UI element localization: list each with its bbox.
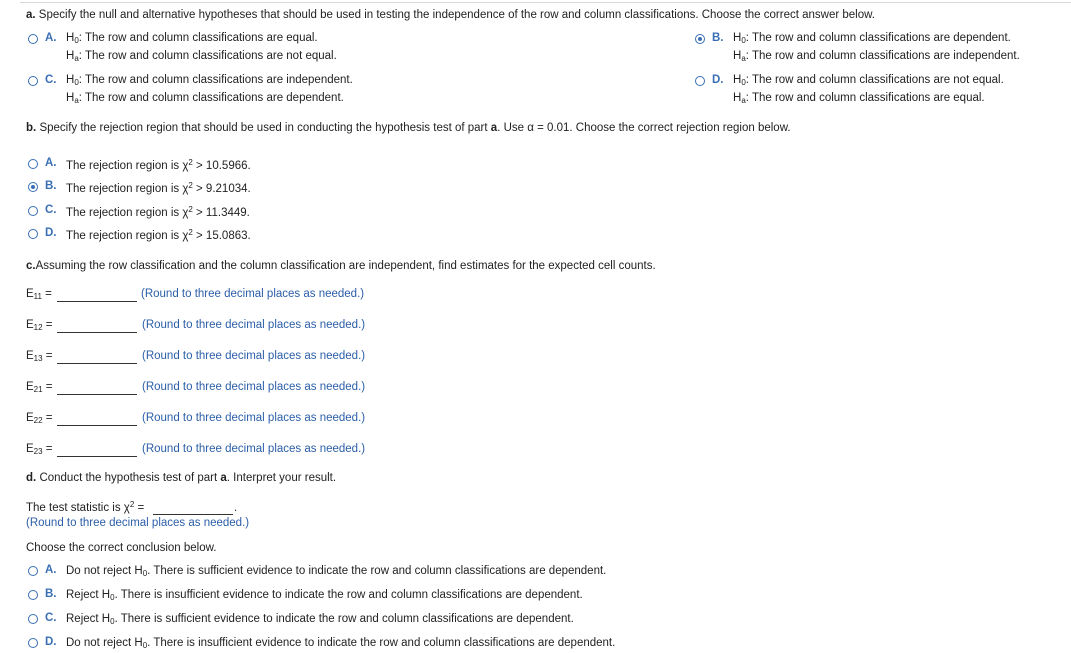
ha-symbol: H bbox=[66, 50, 75, 62]
h0-subscript: 0 bbox=[741, 78, 746, 87]
part-d-option-d-text[interactable]: Do not reject $H_0$. There is insufficient evidence to indicate the row and column classifications are dependent. bbox=[66, 637, 616, 650]
rejection-prefix: The rejection region is χ bbox=[66, 160, 189, 172]
part-a-option-c-letter[interactable]: C. bbox=[45, 74, 57, 86]
rejection-prefix: The rejection region is χ bbox=[66, 207, 189, 219]
ha-subscript: a bbox=[741, 54, 746, 63]
part-c-text: Assuming the row classification and the column classification are independent, find estimates for the expected cell counts. bbox=[35, 260, 656, 272]
part-b-option-a-radio[interactable] bbox=[28, 159, 38, 169]
cell-e22-label: $E_{22}$ = bbox=[26, 412, 53, 425]
part-d-text-bold: a bbox=[220, 472, 227, 484]
cell-e13-input[interactable] bbox=[57, 363, 137, 364]
ha-symbol: H bbox=[66, 92, 75, 104]
h0-symbol: H bbox=[66, 32, 75, 44]
part-a-option-c-ha-text: : The row and column classifications are dependent. bbox=[78, 92, 344, 104]
cell-e12-label: $E_{12}$ = bbox=[26, 319, 53, 332]
cell-e21-label: $E_{21}$ = bbox=[26, 381, 53, 394]
part-a-option-c-radio[interactable] bbox=[28, 76, 38, 86]
part-a-option-d-ha[interactable] bbox=[733, 92, 985, 105]
cell-e11-input[interactable] bbox=[57, 301, 137, 302]
cell-e21-hint: (Round to three decimal places as needed.) bbox=[142, 381, 366, 393]
cell-e22-input[interactable] bbox=[57, 425, 137, 426]
cell-e23-hint: (Round to three decimal places as needed.) bbox=[142, 443, 366, 455]
part-d-option-b-radio[interactable] bbox=[28, 590, 38, 600]
chi-sup: 2 bbox=[188, 181, 193, 190]
part-d-text-post: . Interpret your result. bbox=[226, 472, 337, 484]
part-a-option-a-letter[interactable]: A. bbox=[45, 32, 57, 44]
cell-e12-hint: (Round to three decimal places as needed.) bbox=[142, 319, 366, 331]
test-statistic-input[interactable] bbox=[153, 514, 233, 515]
test-statistic-hint: (Round to three decimal places as needed.) bbox=[26, 517, 250, 529]
ha-subscript: a bbox=[741, 96, 746, 105]
part-d-option-d-radio[interactable] bbox=[28, 638, 38, 648]
ha-subscript: a bbox=[74, 54, 79, 63]
part-b-option-c-value: > 11.3449. bbox=[192, 207, 250, 219]
cell-e23-input[interactable] bbox=[57, 456, 137, 457]
part-b-option-d-value: > 15.0863. bbox=[192, 230, 251, 242]
cell-e11-hint: (Round to three decimal places as needed.) bbox=[141, 288, 365, 300]
part-b-option-a-letter[interactable]: A. bbox=[45, 157, 57, 169]
part-a-option-a-ha-text: : The row and column classifications are not equal. bbox=[78, 50, 337, 62]
part-a-text: Specify the null and alternative hypotheses that should be used in testing the independence of the row and column classifications. Choose the correct answer below. bbox=[38, 9, 875, 21]
part-a-option-b-letter[interactable]: B. bbox=[712, 32, 724, 44]
part-b-option-b-radio[interactable] bbox=[28, 182, 38, 192]
part-b-option-b-text[interactable] bbox=[66, 181, 251, 195]
part-b-option-c-text[interactable] bbox=[66, 205, 250, 219]
part-b-text-post: . Use α = 0.01. Choose the correct rejection region below. bbox=[497, 122, 791, 134]
part-d-option-c-letter[interactable]: C. bbox=[45, 612, 57, 624]
h0-symbol: H bbox=[66, 74, 75, 86]
part-b-option-d-text[interactable] bbox=[66, 228, 251, 242]
part-b-label: b. bbox=[26, 122, 37, 134]
part-b-option-a-value: > 10.5966. bbox=[192, 160, 251, 172]
cell-e22-hint: (Round to three decimal places as needed.) bbox=[142, 412, 366, 424]
part-b-option-d-letter[interactable]: D. bbox=[45, 227, 57, 239]
h0-subscript: 0 bbox=[741, 36, 746, 45]
part-d-option-a-letter[interactable]: A. bbox=[45, 564, 57, 576]
part-d-label: d. bbox=[26, 472, 37, 484]
part-a-option-a-h0-text: : The row and column classifications are equal. bbox=[78, 32, 318, 44]
part-a-option-d-radio[interactable] bbox=[695, 76, 705, 86]
part-a-option-c-ha[interactable] bbox=[66, 92, 344, 105]
test-statistic-label: The test statistic is $\chi^2$ = bbox=[26, 500, 145, 514]
part-d-option-b-text[interactable]: Reject $H_0$. There is insufficient evidence to indicate the row and column classifications are dependent. bbox=[66, 589, 583, 602]
h0-subscript: 0 bbox=[74, 36, 79, 45]
part-a-option-a-h0[interactable] bbox=[66, 32, 318, 45]
part-a-option-d-h0-text: : The row and column classifications are not equal. bbox=[745, 74, 1004, 86]
cell-e13-hint: (Round to three decimal places as needed.) bbox=[142, 350, 366, 362]
part-b-option-a-text[interactable] bbox=[66, 158, 251, 172]
part-a-option-d-ha-text: : The row and column classifications are equal. bbox=[745, 92, 985, 104]
part-d-question bbox=[26, 472, 336, 484]
part-b-text-bold: a bbox=[490, 122, 498, 134]
h0-symbol: H bbox=[733, 74, 742, 86]
part-d-option-d-letter[interactable]: D. bbox=[45, 636, 57, 648]
part-a-question bbox=[26, 9, 875, 21]
cell-e12-input[interactable] bbox=[57, 332, 137, 333]
chi-sup: 2 bbox=[188, 228, 193, 237]
part-b-option-b-letter[interactable]: B. bbox=[45, 180, 57, 192]
rejection-prefix: The rejection region is χ bbox=[66, 230, 189, 242]
part-a-option-b-ha-text: : The row and column classifications are independent. bbox=[745, 50, 1020, 62]
part-b-option-b-value: > 9.21034. bbox=[192, 183, 251, 195]
part-a-option-d-h0[interactable] bbox=[733, 74, 1004, 87]
conclusion-prompt: Choose the correct conclusion below. bbox=[26, 542, 217, 554]
part-d-option-a-text[interactable]: Do not reject $H_0$. There is sufficient evidence to indicate the row and column classifications are dependent. bbox=[66, 565, 607, 578]
part-a-option-b-ha[interactable] bbox=[733, 50, 1020, 63]
part-b-option-c-letter[interactable]: C. bbox=[45, 204, 57, 216]
part-c-label: c. bbox=[26, 260, 36, 272]
part-d-text-pre: Conduct the hypothesis test of part bbox=[39, 472, 218, 484]
part-d-option-c-radio[interactable] bbox=[28, 614, 38, 624]
cell-e21-input[interactable] bbox=[57, 394, 137, 395]
part-a-option-b-h0[interactable] bbox=[733, 32, 1011, 45]
part-a-option-b-h0-text: : The row and column classifications are dependent. bbox=[745, 32, 1011, 44]
part-b-question bbox=[26, 122, 791, 134]
part-d-option-b-letter[interactable]: B. bbox=[45, 588, 57, 600]
cell-e11-label: $E_{11}$ = bbox=[26, 288, 52, 301]
part-a-option-c-h0-text: : The row and column classifications are independent. bbox=[78, 74, 353, 86]
part-a-label: a. bbox=[26, 9, 36, 21]
part-c-question bbox=[26, 260, 656, 272]
rejection-prefix: The rejection region is χ bbox=[66, 183, 189, 195]
part-a-option-c-h0[interactable] bbox=[66, 74, 353, 87]
ha-subscript: a bbox=[74, 96, 79, 105]
test-statistic-period: . bbox=[234, 502, 238, 514]
part-a-option-a-radio[interactable] bbox=[28, 34, 38, 44]
h0-subscript: 0 bbox=[74, 78, 79, 87]
part-a-option-d-letter[interactable]: D. bbox=[712, 74, 724, 86]
top-divider bbox=[20, 2, 1071, 3]
part-b-option-c-radio[interactable] bbox=[28, 206, 38, 216]
part-d-option-a-radio[interactable] bbox=[28, 566, 38, 576]
chi-sup: 2 bbox=[188, 205, 193, 214]
part-b-text-pre: Specify the rejection region that should be used in conducting the hypothesis test of part bbox=[39, 122, 488, 134]
part-d-option-c-text[interactable]: Reject $H_0$. There is sufficient evidence to indicate the row and column classifications are dependent. bbox=[66, 613, 574, 626]
chi-sup: 2 bbox=[188, 158, 193, 167]
part-a-option-a-ha[interactable] bbox=[66, 50, 337, 63]
part-b-option-d-radio[interactable] bbox=[28, 229, 38, 239]
part-a-option-b-radio[interactable] bbox=[695, 34, 705, 44]
h0-symbol: H bbox=[733, 32, 742, 44]
cell-e13-label: $E_{13}$ = bbox=[26, 350, 53, 363]
cell-e23-label: $E_{23}$ = bbox=[26, 443, 53, 456]
ha-symbol: H bbox=[733, 50, 742, 62]
ha-symbol: H bbox=[733, 92, 742, 104]
